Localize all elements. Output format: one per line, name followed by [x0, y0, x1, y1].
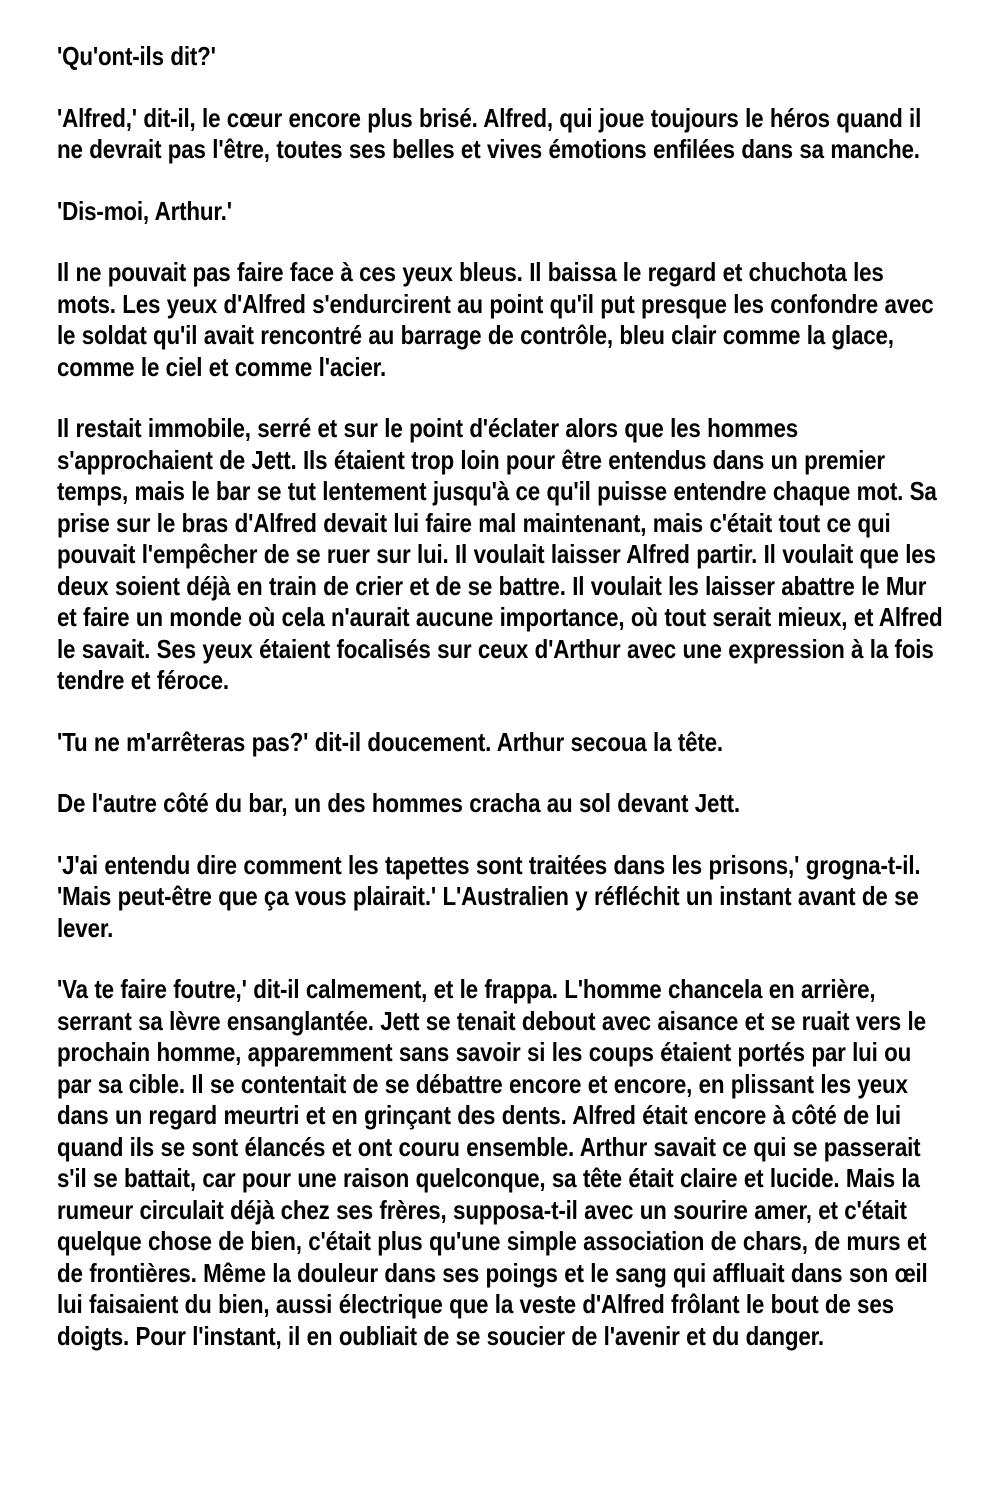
paragraph-9: 'Va te faire foutre,' dit-il calmement, et le frappa. L'homme chancela en arrière, serrant sa lèvre ensanglantée. Jett se tenait debout avec aisance et se ruait vers le prochain homme, apparemment sans savoir si les coups étaient portés par lui ou par sa cible. Il se contentait de se débattre encore et encore, en plissant les yeux dans un regard meurtri et en grinçant des dents. Alfred était encore à côté de lui quand ils se sont élancés et ont couru ensemble. Arthur savait ce qui se passerait s'il se battait, car pour une raison quelconque, sa tête était claire et lucide. Mais la rumeur circulait déjà chez ses frères, supposa-t-il avec un sourire amer, et c'était quelque chose de bien, c'était plus qu'une simple association de chars, de murs et de frontières. Même la douleur dans ses poings et le sang qui affluait dans son œil lui faisaient du bien, aussi électrique que la veste d'Alfred frôlant le bout de ses doigts. Pour l'instant, il en oubliait de se soucier de l'avenir et du danger. — [57, 974, 928, 1351]
paragraph-dialogue-8: 'J'ai entendu dire comment les tapettes sont traitées dans les prisons,' grogna-t-il. 'Mais peut-être que ça vous plairait.' L'Australien y réfléchit un instant avant de se lever. — [57, 849, 921, 943]
paragraph-4: Il ne pouvait pas faire face à ces yeux bleus. Il baissa le regard et chuchota les mots. Les yeux d'Alfred s'endurcirent au point qu'il put presque les confondre avec le soldat qu'il avait rencontré au barrage de contrôle, bleu clair comme la glace, comme le ciel et comme l'acier. — [57, 257, 934, 382]
paragraph-5: Il restait immobile, serré et sur le point d'éclater alors que les hommes s'approchaient de Jett. Ils étaient trop loin pour être entendus dans un premier temps, mais le bar se tut lentement jusqu'à ce qu'il puisse entendre chaque mot. Sa prise sur le bras d'Alfred devait lui faire mal maintenant, mais c'était tout ce qui pouvait l'empêcher de se ruer sur lui. Il voulait laisser Alfred partir. Il voulait que les deux soient déjà en train de crier et de se battre. Il voulait les laisser abattre le Mur et faire un monde où cela n'aurait aucune importance, où tout serait mieux, et Alfred le savait. Ses yeux étaient focalisés sur ceux d'Arthur avec une expression à la fois tendre et féroce. — [57, 413, 943, 695]
paragraph-2: 'Alfred,' dit-il, le cœur encore plus brisé. Alfred, qui joue toujours le héros quand il ne devrait pas l'être, toutes ses belles et vives émotions enfilées dans sa manche. — [57, 102, 922, 164]
paragraph-dialogue-1: 'Qu'ont-ils dit?' — [57, 41, 216, 71]
paragraph-dialogue-6: 'Tu ne m'arrêteras pas?' dit-il doucement. Arthur secoua la tête. — [57, 726, 723, 757]
paragraph-7: De l'autre côté du bar, un des hommes cracha au sol devant Jett. — [57, 788, 740, 818]
paragraph-dialogue-3: 'Dis-moi, Arthur.' — [57, 195, 232, 226]
